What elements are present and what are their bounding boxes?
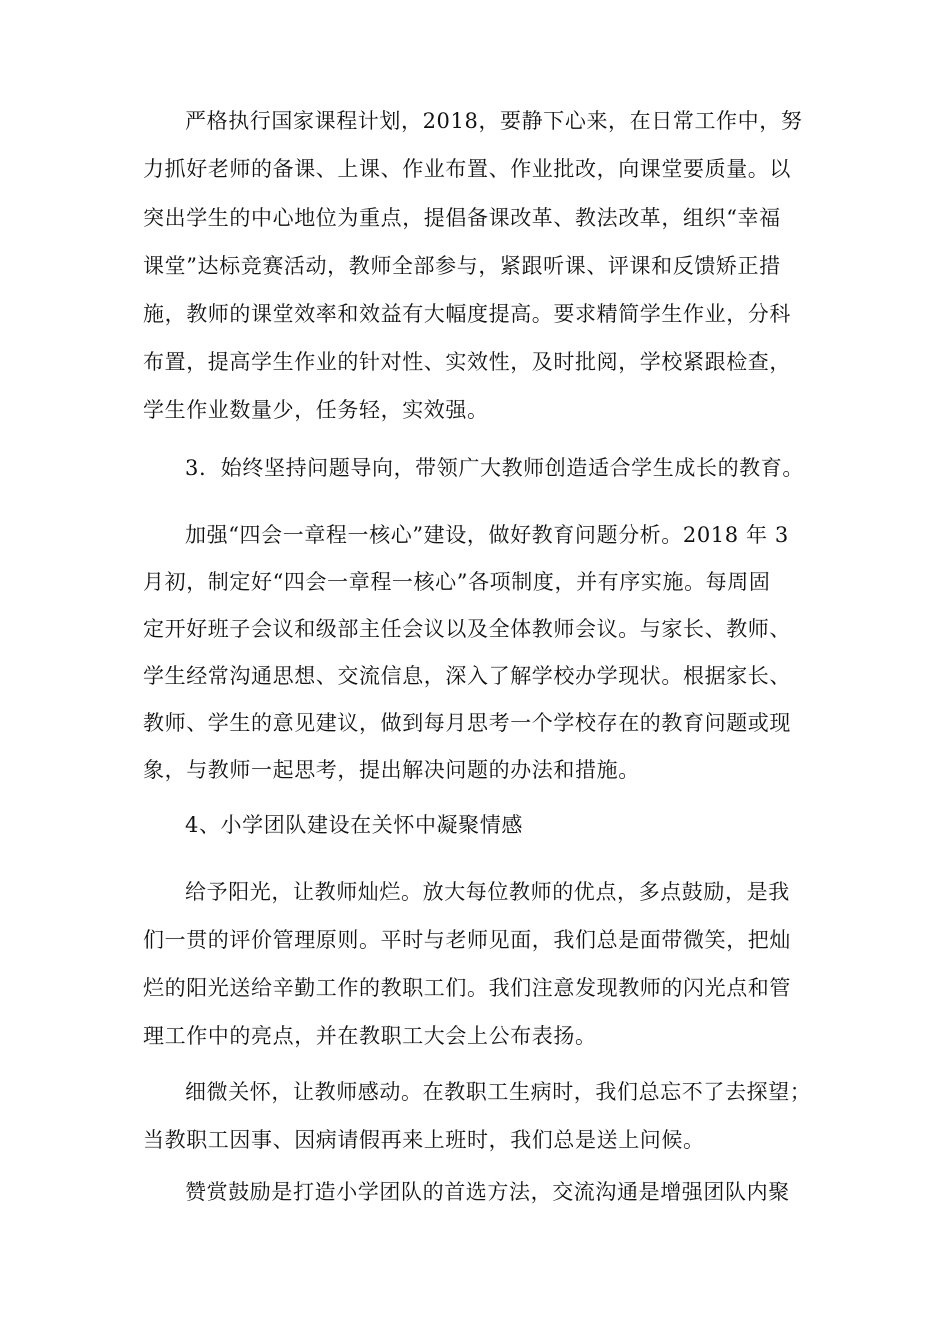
paragraph-2-line-4: 学生经常沟通思想、交流信息，深入了解学校办学现状。根据家长、 [143, 664, 791, 688]
paragraph-4-line-1: 细微关怀，让教师感动。在教职工生病时，我们总忘不了去探望； [185, 1080, 812, 1104]
paragraph-2-line-6: 象，与教师一起思考，提出解决问题的办法和措施。 [143, 758, 640, 782]
paragraph-4-line-2: 当教职工因事、因病请假再来上班时，我们总是送上问候。 [143, 1128, 705, 1152]
paragraph-3-line-4: 理工作中的亮点，并在教职工大会上公布表扬。 [143, 1024, 597, 1048]
paragraph-3-line-1: 给予阳光，让教师灿烂。放大每位教师的优点，多点鼓励，是我 [185, 880, 790, 904]
paragraph-2-line-5: 教师、学生的意见建议，做到每月思考一个学校存在的教育问题或现 [143, 711, 791, 735]
paragraph-1-line-1: 严格执行国家课程计划，2018，要静下心来，在日常工作中，努 [185, 109, 803, 133]
paragraph-1-line-4: 课堂”达标竞赛活动，教师全部参与，紧跟听课、评课和反馈矫正措 [143, 254, 781, 278]
paragraph-1-line-2: 力抓好老师的备课、上课、作业布置、作业批改，向课堂要质量。以 [143, 157, 791, 181]
paragraph-2-line-3: 定开好班子会议和级部主任会议以及全体教师会议。与家长、教师、 [143, 617, 791, 641]
section-heading-4: 4、小学团队建设在关怀中凝聚情感 [185, 813, 523, 837]
paragraph-3-line-2: 们一贯的评价管理原则。平时与老师见面，我们总是面带微笑，把灿 [143, 928, 791, 952]
paragraph-2-line-1: 加强“四会一章程一核心”建设，做好教育问题分析。2018 年 3 [185, 523, 789, 547]
paragraph-1-line-6: 布置，提高学生作业的针对性、实效性，及时批阅，学校紧跟检查， [143, 350, 791, 374]
paragraph-1-line-7: 学生作业数量少，任务轻，实效强。 [143, 398, 489, 422]
section-heading-3: 3. 始终坚持问题导向，带领广大教师创造适合学生成长的教育。 [185, 456, 804, 480]
paragraph-3-line-3: 烂的阳光送给辛勤工作的教职工们。我们注意发现教师的闪光点和管 [143, 976, 791, 1000]
paragraph-2-line-2: 月初，制定好“四会一章程一核心”各项制度，并有序实施。每周固 [143, 570, 771, 594]
paragraph-1-line-3: 突出学生的中心地位为重点，提倡备课改革、教法改革，组织“幸福 [143, 206, 781, 230]
paragraph-1-line-5: 施，教师的课堂效率和效益有大幅度提高。要求精简学生作业，分科 [143, 302, 791, 326]
paragraph-5-line-1: 赞赏鼓励是打造小学团队的首选方法，交流沟通是增强团队内聚 [185, 1180, 790, 1204]
